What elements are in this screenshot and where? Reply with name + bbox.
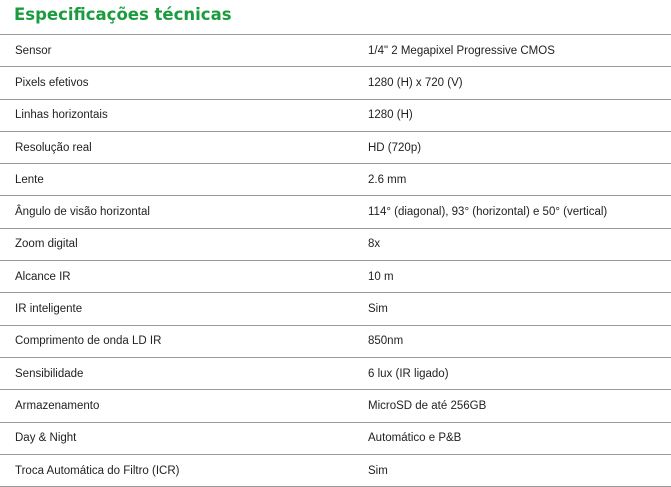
- table-row: [0, 164, 671, 196]
- spec-label: Sensibilidade: [15, 367, 84, 380]
- spec-label: Day & Night: [15, 432, 77, 445]
- page-title: Especificações técnicas: [14, 5, 232, 24]
- spec-value: HD (720p): [368, 141, 422, 154]
- spec-value: Sim: [368, 303, 388, 316]
- table-row: [0, 325, 671, 357]
- table-row: [0, 454, 671, 486]
- table-row: [0, 390, 671, 422]
- table-row: [0, 228, 671, 260]
- spec-value: 1/4" 2 Megapixel Progressive CMOS: [368, 44, 555, 57]
- spec-value: 8x: [368, 238, 381, 251]
- spec-label: Pixels efetivos: [15, 76, 89, 89]
- table-row: [0, 67, 671, 99]
- table-row: [0, 261, 671, 293]
- spec-value: 1280 (H) x 720 (V): [368, 76, 463, 89]
- spec-label: Sensor: [15, 44, 52, 57]
- table-row: [0, 422, 671, 454]
- spec-label: Resolução real: [15, 141, 92, 154]
- spec-label: Lente: [15, 173, 44, 186]
- spec-value: MicroSD de até 256GB: [368, 399, 487, 412]
- table-row: [0, 131, 671, 163]
- spec-value: Automático e P&B: [368, 432, 462, 445]
- specifications-table: [0, 34, 671, 487]
- spec-label: Comprimento de onda LD IR: [15, 335, 162, 348]
- spec-value: 10 m: [368, 270, 394, 283]
- spec-label: Alcance IR: [15, 270, 71, 283]
- spec-label: IR inteligente: [15, 303, 83, 316]
- spec-label: Linhas horizontais: [15, 109, 108, 122]
- spec-label: Ângulo de visão horizontal: [15, 206, 150, 219]
- spec-value: 1280 (H): [368, 109, 413, 122]
- spec-value: 2.6 mm: [368, 173, 407, 186]
- spec-value: 6 lux (IR ligado): [368, 367, 449, 380]
- table-row: [0, 196, 671, 228]
- table-row: [0, 357, 671, 389]
- spec-label: Zoom digital: [15, 238, 78, 251]
- spec-value: Sim: [368, 464, 388, 477]
- spec-label: Troca Automática do Filtro (ICR): [15, 464, 180, 477]
- table-row: [0, 99, 671, 131]
- spec-label: Armazenamento: [15, 399, 100, 412]
- table-row: [0, 293, 671, 325]
- table-row: [0, 35, 671, 67]
- spec-value: 850nm: [368, 335, 404, 348]
- spec-value: 114° (diagonal), 93° (horizontal) e 50° (vertical): [368, 206, 608, 219]
